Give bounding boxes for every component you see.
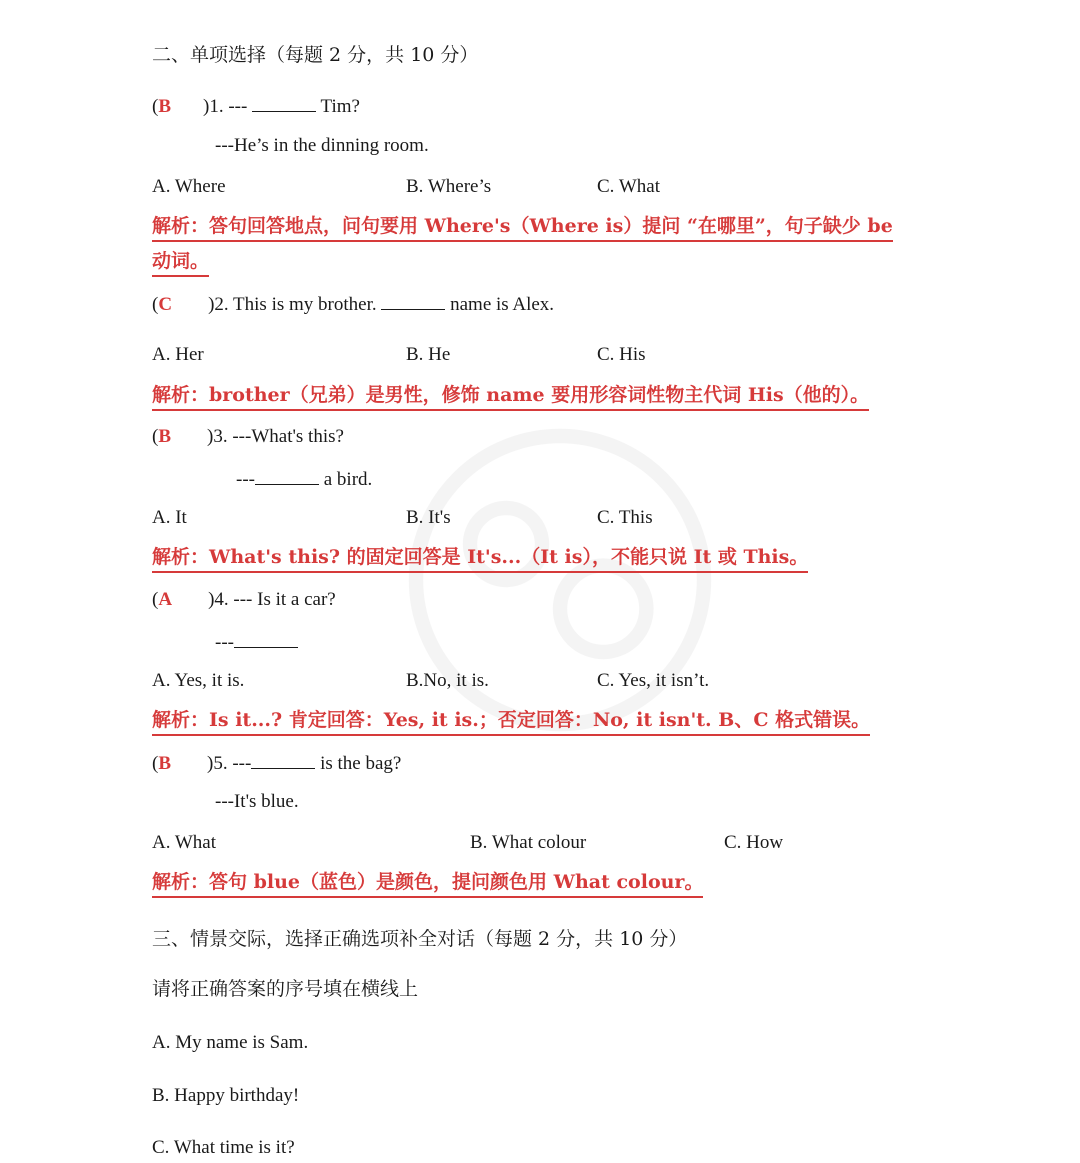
option-4a: A. Yes, it is. <box>152 670 245 691</box>
answer-5: B <box>158 753 172 774</box>
explanation-5: 解析：答句 blue（蓝色）是颜色，提问颜色用 What colour。 <box>152 869 703 898</box>
answer-4: A <box>158 589 173 610</box>
option-2c: C. His <box>597 344 646 365</box>
answer-1: B <box>158 96 172 117</box>
watermark-icon <box>380 400 740 760</box>
question-1-stem: (B )1. --- Tim? <box>152 93 360 119</box>
explanation-1-line2: 动词。 <box>152 248 209 277</box>
option-4b: B.No, it is. <box>406 670 489 691</box>
question-3-stem: (B )3. ---What's this? <box>152 426 344 447</box>
question-3-reply: --- a bird. <box>236 466 372 492</box>
question-4-stem: (A )4. --- Is it a car? <box>152 589 336 610</box>
section3-title: 三、情景交际，选择正确选项补全对话（每题 2 分，共 10 分） <box>152 928 688 950</box>
option-3a: A. It <box>152 507 187 528</box>
section3-option-c: C. What time is it? <box>152 1137 295 1158</box>
section3-option-a: A. My name is Sam. <box>152 1032 309 1053</box>
option-5c: C. How <box>724 832 784 853</box>
option-1b: B. Where’s <box>406 176 492 197</box>
answer-2: C <box>158 294 173 315</box>
explanation-2: 解析：brother（兄弟）是男性，修饰 name 要用形容词性物主代词 His（他的）。 <box>152 382 869 411</box>
answer-blank <box>255 466 319 485</box>
question-2-stem: (C )2. This is my brother. name is Alex. <box>152 291 554 317</box>
option-3b: B. It's <box>406 507 451 528</box>
option-4c: C. Yes, it isn’t. <box>597 670 710 691</box>
option-1c: C. What <box>597 176 660 197</box>
option-2b: B. He <box>406 344 451 365</box>
option-1a: A. Where <box>152 176 226 197</box>
answer-blank <box>251 750 315 769</box>
answer-blank <box>381 291 445 310</box>
explanation-3: 解析：What's this? 的固定回答是 It's...（It is），不能只说 It 或 This。 <box>152 544 808 573</box>
option-2a: A. Her <box>152 344 204 365</box>
question-5-stem: (B )5. --- is the bag? <box>152 750 401 776</box>
answer-blank <box>234 629 298 648</box>
explanation-1-line1: 解析：答句回答地点，问句要用 Where's（Where is）提问 “在哪里”，句子缺少 be <box>152 213 893 242</box>
section3-instruction: 请将正确答案的序号填在横线上 <box>152 978 419 1000</box>
option-5a: A. What <box>152 832 217 853</box>
answer-3: B <box>158 426 172 447</box>
answer-blank <box>252 93 316 112</box>
option-3c: C. This <box>597 507 653 528</box>
section2-title: 二、单项选择（每题 2 分，共 10 分） <box>152 44 479 66</box>
section3-option-b: B. Happy birthday! <box>152 1085 300 1106</box>
question-5-reply: ---It's blue. <box>215 791 299 812</box>
question-1-reply: ---He’s in the dinning room. <box>215 135 429 156</box>
explanation-4: 解析：Is it...? 肯定回答：Yes, it is.；否定回答：No, it isn't. B、C 格式错误。 <box>152 707 870 736</box>
question-4-reply: --- <box>215 629 298 655</box>
option-5b: B. What colour <box>470 832 587 853</box>
